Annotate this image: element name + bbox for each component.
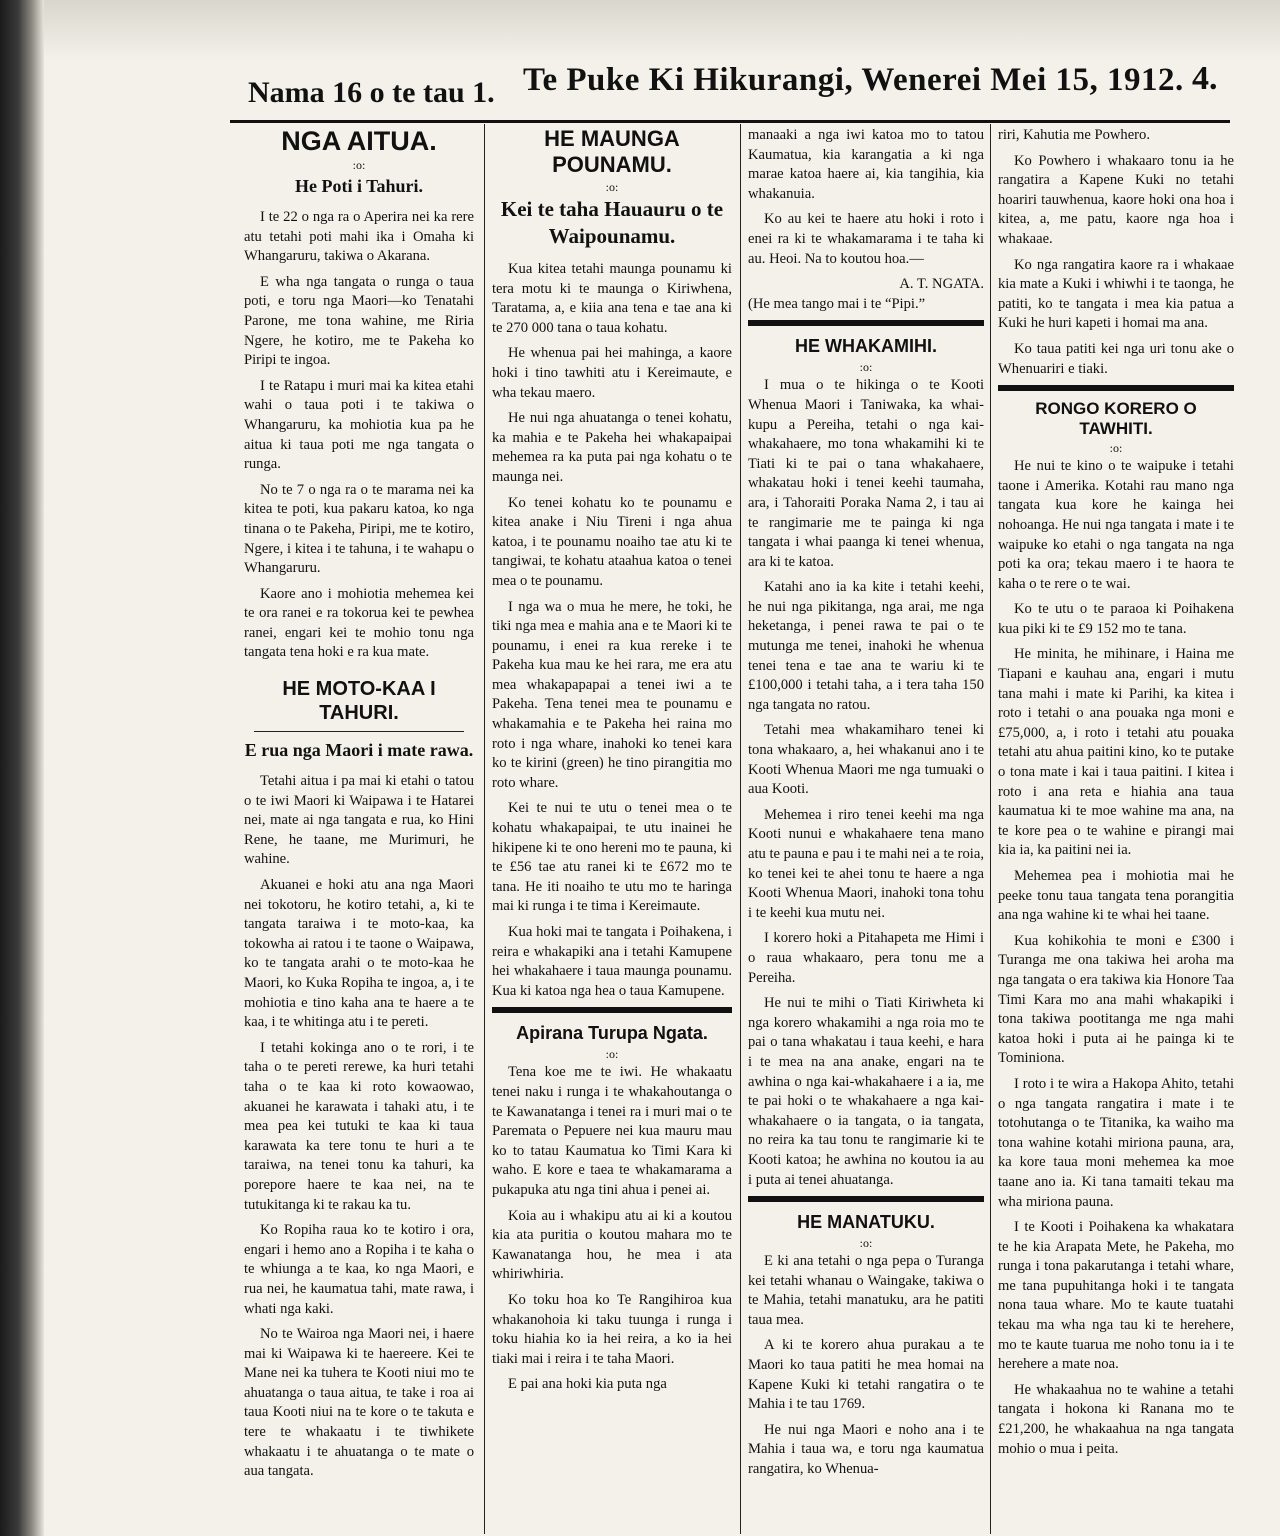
paragraph: I roto i te wira a Hakopa Ahito, tetahi o nga tangata rangatira i mate i te totohutanga o te Titanika, ka waiho ma tona wahine kotahi miriona pauna, ara, ka kore taua moni mehemea ka moe taane ano ia. Ki tana tamaiti tekau ma wha miriona pauna. [998, 1075, 1234, 1210]
paragraph: Kua kitea tetahi maunga pounamu ki tera motu ki te maunga o Kiriwhena, Taratama, a, e kiia ana tena e tae ana ki te 270 000 tana o taua kohatu. [492, 261, 732, 336]
paragraph: No te Wairoa nga Maori nei, i haere mai ki Waipawa ki te haereere. Kei te Mane nei ka tuhera te Kooti niui mo te ahuatanga o taua aitua, te take i roa ai taua Kooti niui na te kore o te takuta e tere te whakaatu i te tiwhikete whakaatu i te ahuatanga o te mate o aua tangata. [244, 1326, 474, 1480]
column-divider [484, 124, 485, 1534]
paragraph: E pai ana hoki kia puta nga [508, 1376, 667, 1393]
paragraph: Ko Ropiha raua ko te kotiro i ora, engari i hemo ano a Ropiha i te kaha o te whiunga a te kaa, ko nga Maori, e rua nei, he kaumatua tahi, mate rawa, i whati nga kaki. [244, 1222, 474, 1317]
section-rule [748, 320, 984, 326]
article-subtitle: Kei te taha Hauauru o te Waipounamu. [500, 197, 724, 248]
article-title: RONGO KORERO O TAWHITI. [1035, 399, 1197, 439]
paragraph: Mehemea pea i mohiotia mai he peeke tonu taua tangata tena porangitia ana nga wahine ki te whai hei taane. [998, 868, 1234, 924]
separator: :o: [605, 180, 619, 194]
section-rule [748, 1196, 984, 1202]
paragraph: E wha nga tangata o runga o taua poti, e toru nga Maori—ko Tenatahi Parone, me tona wahine, me Riria Ngere, he kotiro, me te Pakeha ko Piripi te ingoa. [244, 273, 474, 369]
newspaper-title-date: Te Puke Ki Hikurangi, Wenerei Mei 15, 1912. [523, 62, 1184, 98]
section-rule [492, 1007, 732, 1013]
paragraph: Koia au i whakipu atu ai ki a koutou kia ata puritia o koutou mahara mo te Kawanatanga hou, he mea i ata whiriwhiria. [492, 1207, 732, 1283]
column-divider [990, 124, 991, 1534]
page-top-margin [44, 0, 1280, 60]
column-1 [244, 126, 474, 1531]
paragraph: Mehemea i riro tenei keehi ma nga Kooti nunui e whakahaere tena mano atu te pauna e pau i te mahi nei a te roia, ko tenei kei te ahei tonu te haere a nga Kooti Whenua Maori, inahoki tona tohu i te keehi kua mutu nei. [748, 806, 984, 921]
column-3 [748, 126, 984, 1531]
separator: :o: [605, 1047, 619, 1062]
masthead-rule [230, 120, 1230, 123]
paragraph: He nui nga Maori e noho ana i te Mahia i taua wa, e toru nga kaumatua rangatira, ko Whenua- [748, 1421, 984, 1478]
paragraph: Tena koe me te iwi. He whakaatu tenei naku i runga i te whakahoutanga o te Kawanatanga i tenei ra i muri mai o te Paremata o Pepuere nei kua mauru mau ko to tatau Kaumatua ko Timi Kara ki waho. E kore e taea te whakamarama a pukapuka atu nga tini ahua i penei ai. [492, 1064, 732, 1198]
paragraph: He nui te kino o te waipuke i tetahi taone i Amerika. Kotahi rau mano nga tangata kua kore he kainga hei nohoanga. He nui nga tangata i mate i te waipuke ko etahi o nga tangata na nga poti ka ora; tekau maero i te haora te kaha o te rere o te wai. [998, 458, 1234, 592]
separator: :o: [352, 158, 366, 172]
paragraph: Ko tenei kohatu ko te pounamu e kitea anake i Niu Tireni i nga ahua katoa, i te pounamu noaiho tae atu ki te tangiwai, te kohatu ataahua katoa o tenei mea o te pounamu. [492, 494, 732, 589]
paragraph: Katahi ano ia ka kite i tetahi keehi, he nui nga pikitanga, nga arai, me nga heketanga, i penei rawa te pai o te mutunga me tenei, inahoki he whenua tenei tena e tae ana te wariu ki te £100,000 i tetahi taha, a i tera taha 150 nga tangata no ratou. [748, 579, 984, 713]
paragraph: Kaore ano i mohiotia mehemea kei te ora ranei e ra tokorua kei te pewhea ranei, engari kei te mohio tonu nga tangata tena hoki e ra kua mate. [244, 585, 474, 661]
paragraph: I mua o te hikinga o te Kooti Whenua Maori i Taniwaka, ka whai-kupu a Pereiha, tetahi o nga kai-whakahaere, mo tona whakamihi ki te Tiati ki te pai o tana whakahaere, whakatau hoki i tenei keehi taumaha, ara, i Tahoraiti Poraka Nama 2, i tau ai te rangimarie me te painga ki nga tangata i whai paanga ki tenei whenua, ara ki te katoa. [748, 377, 984, 570]
article-title: HE WHAKAMIHI. [795, 336, 937, 357]
page-binding-shadow [0, 0, 44, 1536]
paragraph: Ko au kei te haere atu hoki i roto i enei ra ki te whakamarama i te taha ki au. Heoi. Na to koutou hoa.— [748, 211, 984, 267]
paragraph: Tetahi mea whakamiharo tenei ki tona whakaaro, a, hei whakanui ano i te Kooti Whenua Maori me nga tumuaki o aua Kooti. [748, 722, 984, 798]
paragraph: A ki te korero ahua purakau a te Maori ko taua patiti he mea homai na Kapene Kuki ki tetahi rangatira o te Mahia i te tau 1769. [748, 1337, 984, 1413]
article-title: HE MANATUKU. [797, 1212, 935, 1233]
masthead [248, 58, 1220, 118]
paragraph: Ko toku hoa ko Te Rangihiroa kua whakanohoia ki taku tuunga i runga i toku hiahia ko ia hei reira, a ko ia hei tiaki mai i reira i te taha Maori. [492, 1291, 732, 1367]
paragraph: He nui nga ahuatanga o tenei kohatu, ka mahia e te Pakeha hei whakapaipai mehemea ra ka puta pai nga kohatu o te maunga nei. [492, 410, 732, 485]
paragraph: Ko taua patiti kei nga uri tonu ake o Whenuariri e tiaki. [998, 340, 1234, 377]
paragraph: He whakaahua no te wahine a tetahi tangata i hokona ki Ranana mo te £21,200, he whakaahua na nga tangata mohio o mua i peita. [998, 1381, 1234, 1457]
source-note: (He mea tango mai i te “Pipi.” [748, 295, 926, 312]
paragraph: Kua kohikohia te moni e £300 i Turanga me ona takiwa hei aroha ma nga tangata o era takiwa kia Honore Taa Timi Kara mo ana mahi whakapiki i tona takiwa pootitanga me nga mahi katoa hoki i puta ai he painga ki te Tominiona. [998, 932, 1234, 1067]
paragraph: Akuanei e hoki atu ana nga Maori nei tokotoru, he kotiro tetahi, a, ki te tangata taraiwa i te moto-kaa, ka tokowha ai ratou i te taone o Waipawa, ko te tangata arahi o te moto-kaa he Maori, ko Kuka Ropiha te ingoa, a, i te mohiotia e tino kaha ana te haere a te kaa, i te whitinga atu i te pereti. [244, 877, 474, 1031]
separator: :o: [859, 360, 873, 375]
paragraph: He whenua pai hei mahinga, a kaore hoki i tino tawhiti atu i Kereimaute, e wha tekau maero. [492, 345, 732, 401]
paragraph: manaaki a nga iwi katoa mo to tatou Kaumatua, kia karangatia a ki nga marae katoa haere ai, kia tangihia, kia whakanuia. [748, 127, 984, 202]
paragraph: E ki ana tetahi o nga pepa o Turanga kei tetahi whanau o Waingake, takiwa o te Mahia, tetahi manatuku, ara he patiti taua mea. [748, 1253, 984, 1328]
article-title: HE MAUNGA POUNAMU. [544, 126, 680, 177]
paragraph: Ko te utu o te paraoa ki Poihakena kua piki ki te £9 152 mo te tana. [998, 601, 1234, 637]
paragraph: riri, Kahutia me Powhero. [998, 127, 1150, 143]
paragraph: I tetahi kokinga ano o te rori, i te taha o te pereti rerewe, ka huri tetahi taha o te kaa ki roto kowaowao, akuanei he karawata i tahaki atu, i te mea pea kei tutuki te kaa ki taua karawata ka tere tonu te huri a te taraiwa, na tenei tonu ka tahuri, ka porepore haere te kaa nei, na te tutukitanga ki te rakau ka tu. [244, 1039, 474, 1213]
paragraph: No te 7 o nga ra o te marama nei ka kitea te poti, kua pakaru katoa, ko nga tinana o te Pakeha, Piripi, me te kotiro, Ngere, i kitea i te tahuna, i te wahapu o Whangaruru. [244, 481, 474, 577]
section-rule [998, 385, 1234, 391]
separator: :o: [859, 1236, 873, 1251]
page-number: 4. [1192, 60, 1218, 97]
rule [254, 731, 464, 732]
column-4 [998, 126, 1234, 1531]
issue-number: Nama 16 o te tau 1. [248, 76, 495, 109]
paragraph: Kei te nui te utu o tenei mea o te kohatu whakapaipai, te utu inainei he hikipene ki te ono hereni mo te pauna, ki te £56 tae atu ranei ki te £672 mo te tana. He iti noaiho te utu mo te haringa mai ki runga i te tima i Kereimaute. [492, 800, 732, 915]
paragraph: I te Ratapu i muri mai ka kitea etahi wahi o taua poti i te takiwa o Whangaruru, ka mohiotia kua pa he aitua ki taua poti me nga tangata o runga. [244, 377, 474, 473]
article-title: NGA AITUA. [281, 126, 437, 156]
article-subtitle: E rua nga Maori i mate rawa. [244, 740, 474, 761]
column-divider [740, 124, 741, 1534]
article-subtitle: He Poti i Tahuri. [294, 176, 424, 196]
column-2 [492, 126, 732, 1531]
paragraph: He nui te mihi o Tiati Kiriwheta ki nga korero whakamihi a nga roia mo te pai o tana whakatau i taua keehi, e hara i te mea na ana anake, engari na te awhina o nga kai-whakahaere i a ia, me te pai hoki o te whakahaere a nga kai-whakahaere o ia tangata, o ia tangata, no reira ka tau tonu te rangimarie ki te Kooti katoa; he awhina no koutou ia au i puta ai tenei ahuatanga. [748, 995, 984, 1188]
paragraph: I te 22 o nga ra o Aperira nei ka rere atu tetahi poti mahi ika i Omaha ki Whangaruru, takiwa o Akarana. [244, 209, 474, 265]
signature: A. T. NGATA. [899, 276, 984, 293]
article-title: HE MOTO-KAA I TAHURI. [282, 678, 436, 725]
paragraph: He minita, he mihinare, i Haina me Tiapani e kauhau ana, engari i mutu tana mahi i mate ki Parihi, ka kitea i roto i tetahi o ana pouaka nga moni e £75,000, a, i roto i tetahi atu pouaka tetahi atu ahua paitini kino, ko te putake o tona mate i kai i taua paitini. I kitea i roto i ana reta e hiahia ana taua kaumatua ki te moe wahine ma ana, na te kore pea o te wahine e pirangi mai kia ia, ka paitini nei ia. [998, 646, 1234, 859]
paragraph: I nga wa o mua he mere, he toki, he tiki nga mea e mahia ana e te Maori ki te pounamu, i enei ra kua rereke i te Pakeha kua mau ke hei rara, me era atu mea whakapapapai a tenei iwi a te Pakeha. Tena tenei mea te pounamu e whakamahia e te Pakeha hei raina mo roto i nga whare, inahoki ko tenei kara ko te kirini (green) he tino pirangitia mo roto whare. [492, 598, 732, 791]
paragraph: Ko Powhero i whakaaro tonu ia he rangatira a Kapene Kuki no tetahi hoariri tauwhenua, kaore hoki ona hoa i kitea, a, me patu, kaore nga hoa i whakaae. [998, 152, 1234, 247]
paragraph: Kua hoki mai te tangata i Poihakena, i reira e whakapiki ana i tetahi Kamupene hei whakahaere i taua maunga pounamu. Kua ki katoa nga hea o taua Kamupene. [492, 924, 732, 999]
paragraph: Ko nga rangatira kaore ra i whakaae kia mate a Kuki i whiwhi i te taonga, he patiti, ko te tangata i mea kia patua a Kuki he huri kapeti i homai ma ana. [998, 256, 1234, 332]
paragraph: I te Kooti i Poihakena ka whakatara te he kia Arapata Mete, he Pakeha, mo runga i tona pakarutanga i tetahi whare, me tana pupuhitanga hoki i te tangata nona taua whare. Mo te kaute tuatahi tekau ma wha nga tau ki te herehere, mo te kaute tuarua me noho tonu ia i te herehere a mate noa. [998, 1219, 1234, 1373]
separator: :o: [1109, 441, 1123, 456]
paragraph: Tetahi aitua i pa mai ki etahi o tatou o te iwi Maori ki Waipawa i te Hatarei nei, mate ai nga tangata e rua, ko Hini Rene, he taane, me Murimuri, he wahine. [244, 773, 474, 868]
paragraph: I korero hoki a Pitahapeta me Himi i o raua whakaaro, pera tonu me a Pereiha. [748, 930, 984, 986]
article-title: Apirana Turupa Ngata. [516, 1023, 708, 1044]
